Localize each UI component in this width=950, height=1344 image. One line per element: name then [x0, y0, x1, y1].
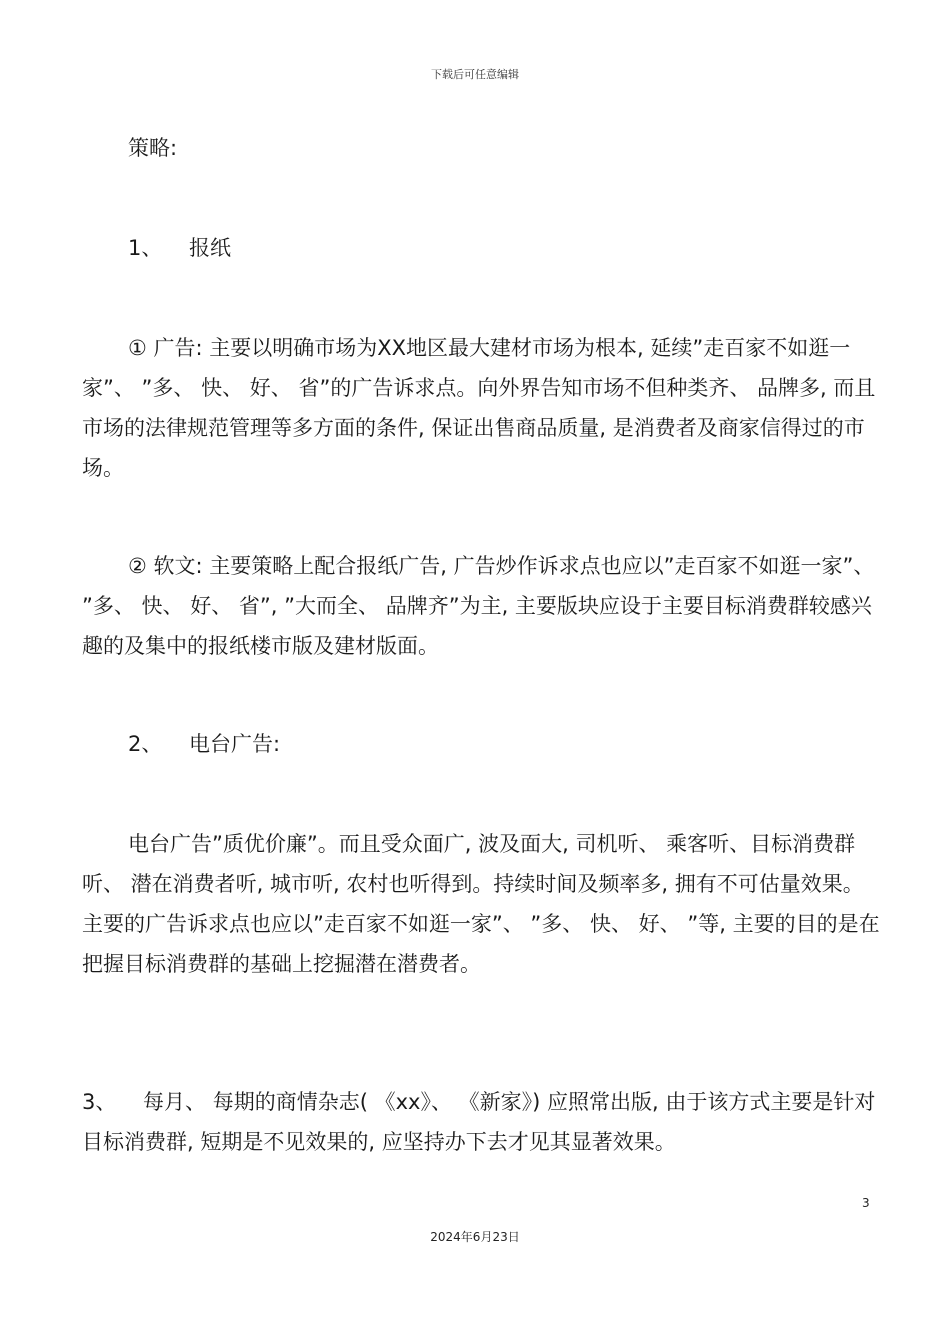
paragraph-radio-ads: 电台广告”质优价廉”。而且受众面广, 波及面大, 司机听、 乘客听、目标消费群听、 潜在消费者听, 城市听, 农村也听得到。持续时间及频率多, 拥有不可估量效果。主要的广告诉求点也应以”走百家不如逛一家”、 ”多、 快、 好、 ”等, 主要的目的是在把握目标消费群的基础上挖掘潜在潜费者。	[82, 832, 880, 976]
paragraph-newspaper-ads: ① 广告: 主要以明确市场为XX地区最大建材市场为根本, 延续”走百家不如逛一家”、 ”多、 快、 好、 省”的广告诉求点。向外界告知市场不但种类齐、 品牌多, 而且市场的法律规范管理等多方面的条件, 保证出售商品质量, 是消费者及商家信得过的市场。	[82, 336, 876, 480]
page-number: 3	[862, 1196, 870, 1210]
paragraph-magazines: 3、 每月、 每期的商情杂志( 《xx》、 《新家》) 应照常出版, 由于该方式主要是针对目标消费群, 短期是不见效果的, 应坚持办下去才见其显著效果。	[82, 1090, 876, 1154]
paragraph-soft-articles: ② 软文: 主要策略上配合报纸广告, 广告炒作诉求点也应以”走百家不如逛一家”、 ”多、 快、 好、 省”, ”大而全、 品牌齐”为主, 主要版块应设于主要目标消费群较感兴趣的及集中的报纸楼市版及建材版面。	[82, 554, 882, 658]
strategy-heading: 策略:	[128, 136, 178, 160]
page-footer-date: 2024年6月23日	[430, 1230, 520, 1244]
section-heading-radio: 2、 电台广告:	[128, 732, 281, 756]
section-heading-newspaper: 1、 报纸	[128, 236, 232, 260]
page-header: 下载后可任意编辑	[431, 68, 519, 81]
